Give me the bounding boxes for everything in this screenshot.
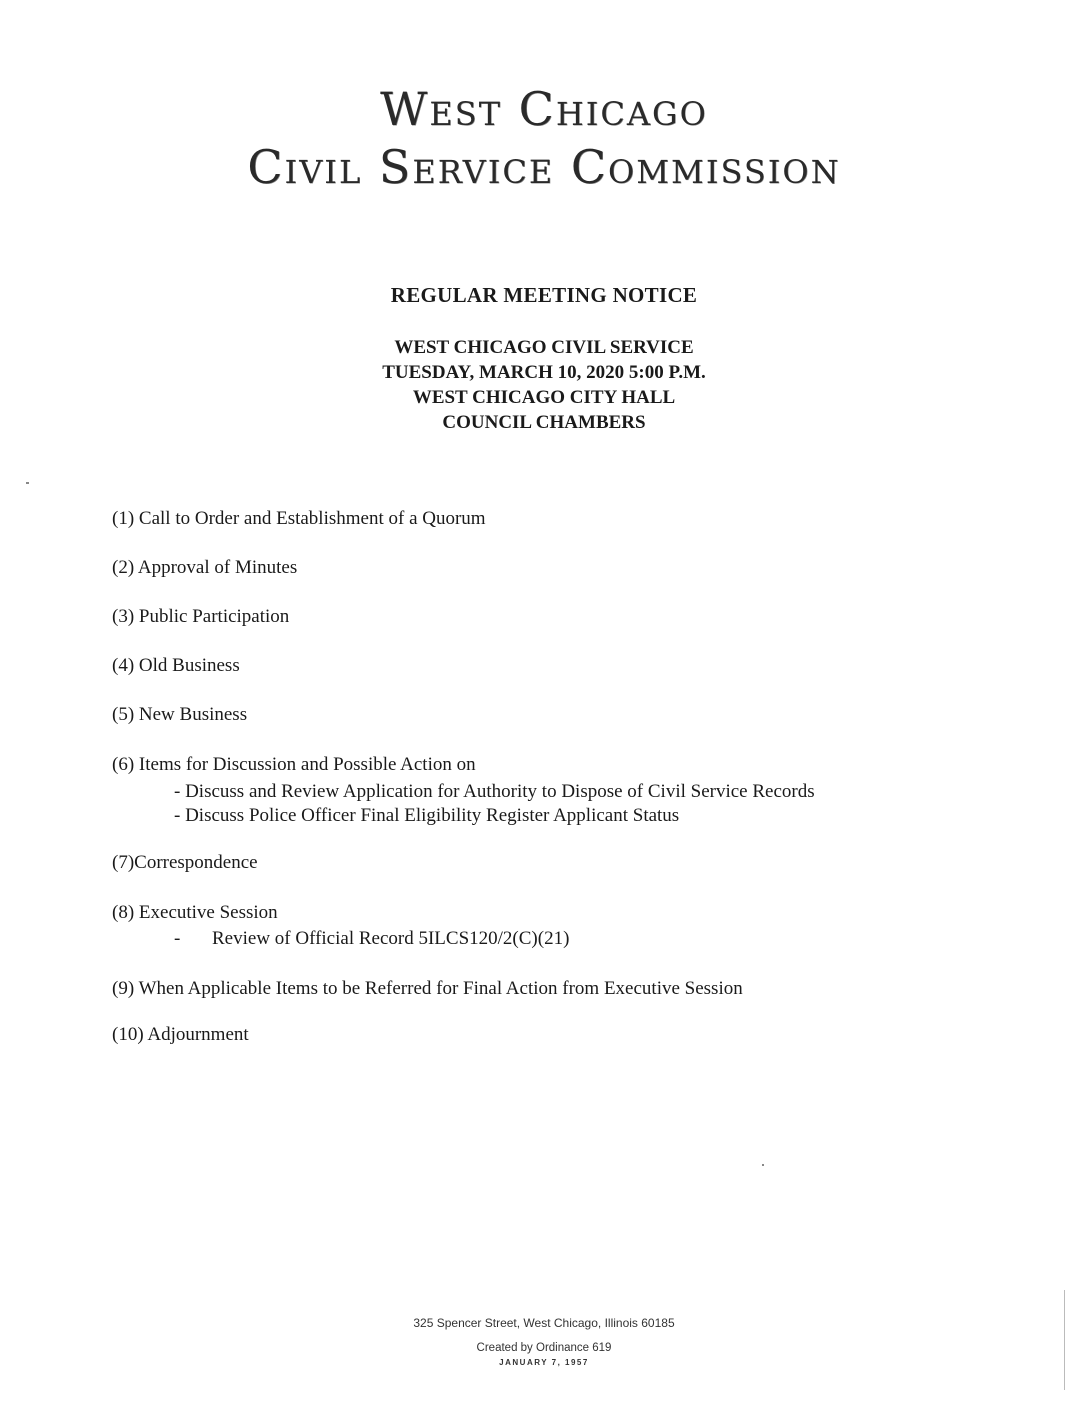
agenda-item bbox=[112, 978, 743, 1000]
footer-ordinance: Created by Ordinance 619 bbox=[476, 1342, 612, 1354]
letterhead-line-1: West Chicago bbox=[380, 82, 708, 136]
meeting-datetime: TUESDAY, MARCH 10, 2020 5:00 P.M. bbox=[382, 362, 706, 383]
item-number: (9) bbox=[112, 978, 135, 999]
scan-speck bbox=[26, 482, 29, 484]
agenda-subitem: - Discuss Police Officer Final Eligibility Register Applicant Status bbox=[174, 805, 680, 826]
meeting-info bbox=[0, 335, 1088, 435]
footer-date: JANUARY 7, 1957 bbox=[499, 1358, 589, 1367]
item-number: (2) bbox=[112, 557, 135, 578]
agenda-item bbox=[112, 754, 476, 776]
agenda-subitem: - Discuss and Review Application for Authority to Dispose of Civil Service Records bbox=[174, 781, 815, 802]
item-text: Call to Order and Establishment of a Quorum bbox=[138, 508, 486, 529]
letterhead-line-2: Civil Service Commission bbox=[247, 140, 841, 194]
meeting-room: COUNCIL CHAMBERS bbox=[442, 412, 646, 433]
footer-address: 325 Spencer Street, West Chicago, Illinois 60185 bbox=[413, 1316, 675, 1330]
item-text: Approval of Minutes bbox=[137, 557, 298, 578]
agenda-item bbox=[112, 508, 486, 530]
item-text: New Business bbox=[138, 704, 248, 725]
item-text: Public Participation bbox=[138, 606, 290, 627]
meeting-location: WEST CHICAGO CITY HALL bbox=[412, 387, 676, 408]
item-text: Executive Session bbox=[138, 902, 278, 923]
meeting-body: WEST CHICAGO CIVIL SERVICE bbox=[394, 337, 694, 358]
item-number: (10) bbox=[112, 1024, 144, 1045]
scan-speck bbox=[762, 1164, 764, 1166]
item-text: Correspondence bbox=[134, 852, 258, 873]
agenda-item bbox=[112, 655, 240, 677]
item-text: Adjournment bbox=[147, 1024, 249, 1045]
agenda-item bbox=[112, 902, 278, 924]
agenda-item bbox=[112, 557, 297, 579]
item-text: When Applicable Items to be Referred for Final Action from Executive Session bbox=[138, 978, 743, 999]
item-number: (5) bbox=[112, 704, 135, 725]
agenda-subitem-dash: - bbox=[174, 928, 181, 949]
item-text: Items for Discussion and Possible Action on bbox=[138, 754, 476, 775]
agenda-item bbox=[112, 1024, 249, 1046]
agenda-item bbox=[112, 704, 247, 726]
item-number: (7) bbox=[112, 852, 135, 873]
item-number: (4) bbox=[112, 655, 135, 676]
item-number: (3) bbox=[112, 606, 135, 627]
agenda-item bbox=[112, 606, 289, 628]
notice-title: REGULAR MEETING NOTICE bbox=[390, 283, 698, 307]
item-number: (6) bbox=[112, 754, 135, 775]
item-number: (1) bbox=[112, 508, 135, 529]
item-number: (8) bbox=[112, 902, 135, 923]
item-text: Old Business bbox=[138, 655, 240, 676]
agenda-subitem: Review of Official Record 5ILCS120/2(C)(21) bbox=[212, 928, 570, 949]
agenda-item bbox=[112, 852, 258, 874]
scan-edge-line bbox=[1064, 1290, 1065, 1390]
